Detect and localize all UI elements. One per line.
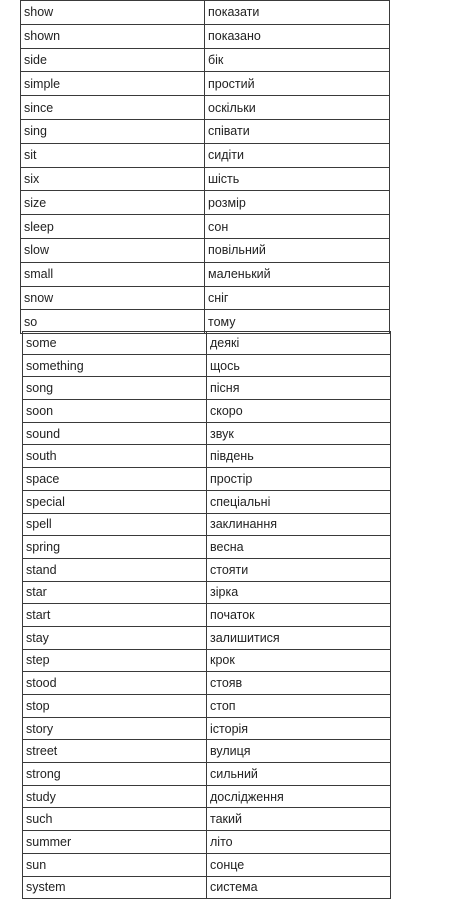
table-row	[21, 262, 390, 286]
table-row	[21, 48, 390, 72]
english-word-cell: special	[23, 490, 207, 513]
ukrainian-translation-cell: сидіти	[205, 143, 390, 167]
table-row	[21, 215, 390, 239]
table-row	[23, 626, 391, 649]
english-word-cell: sleep	[21, 215, 205, 239]
english-word-cell: summer	[23, 831, 207, 854]
english-word-cell: stood	[23, 672, 207, 695]
english-word-cell: show	[21, 1, 205, 25]
english-word-cell: so	[21, 310, 205, 334]
table-row	[21, 1, 390, 25]
ukrainian-translation-cell: спеціальні	[207, 490, 391, 513]
table-row	[21, 72, 390, 96]
ukrainian-translation-cell: тому	[205, 310, 390, 334]
english-word-cell: since	[21, 96, 205, 120]
english-word-cell: song	[23, 377, 207, 400]
table-row	[21, 24, 390, 48]
english-word-cell: side	[21, 48, 205, 72]
ukrainian-translation-cell: сильний	[207, 763, 391, 786]
table-row	[23, 831, 391, 854]
ukrainian-translation-cell: оскільки	[205, 96, 390, 120]
ukrainian-translation-cell: маленький	[205, 262, 390, 286]
ukrainian-translation-cell: пісня	[207, 377, 391, 400]
english-word-cell: snow	[21, 286, 205, 310]
table-row	[23, 695, 391, 718]
english-word-cell: size	[21, 191, 205, 215]
table-row	[21, 119, 390, 143]
english-word-cell: spring	[23, 536, 207, 559]
ukrainian-translation-cell: стояв	[207, 672, 391, 695]
ukrainian-translation-cell: сон	[205, 215, 390, 239]
ukrainian-translation-cell: звук	[207, 422, 391, 445]
ukrainian-translation-cell: зірка	[207, 581, 391, 604]
table-row	[23, 377, 391, 400]
table-row	[23, 490, 391, 513]
ukrainian-translation-cell: сонце	[207, 853, 391, 876]
table-row	[21, 143, 390, 167]
ukrainian-translation-cell: простір	[207, 468, 391, 491]
english-word-cell: street	[23, 740, 207, 763]
ukrainian-translation-cell: початок	[207, 604, 391, 627]
vocabulary-table-bottom	[22, 331, 391, 899]
table-row	[23, 400, 391, 423]
ukrainian-translation-cell: крок	[207, 649, 391, 672]
table-row	[23, 740, 391, 763]
table-row	[23, 785, 391, 808]
table-row	[23, 513, 391, 536]
ukrainian-translation-cell: простий	[205, 72, 390, 96]
ukrainian-translation-cell: показано	[205, 24, 390, 48]
table-row	[21, 191, 390, 215]
table-row	[23, 808, 391, 831]
english-word-cell: space	[23, 468, 207, 491]
table-row	[21, 167, 390, 191]
table-row	[23, 672, 391, 695]
english-word-cell: small	[21, 262, 205, 286]
ukrainian-translation-cell: співати	[205, 119, 390, 143]
english-word-cell: study	[23, 785, 207, 808]
table-row	[23, 581, 391, 604]
ukrainian-translation-cell: дослідження	[207, 785, 391, 808]
english-word-cell: step	[23, 649, 207, 672]
vocabulary-table-top	[20, 0, 390, 334]
table-row	[21, 238, 390, 262]
ukrainian-translation-cell: заклинання	[207, 513, 391, 536]
english-word-cell: such	[23, 808, 207, 831]
table-row	[23, 853, 391, 876]
ukrainian-translation-cell: історія	[207, 717, 391, 740]
english-word-cell: shown	[21, 24, 205, 48]
ukrainian-translation-cell: шість	[205, 167, 390, 191]
table-row	[23, 468, 391, 491]
table-row	[23, 422, 391, 445]
english-word-cell: slow	[21, 238, 205, 262]
ukrainian-translation-cell: деякі	[207, 332, 391, 355]
table-row	[23, 354, 391, 377]
vocabulary-table-bottom-body	[23, 332, 391, 899]
english-word-cell: simple	[21, 72, 205, 96]
table-row	[23, 536, 391, 559]
ukrainian-translation-cell: весна	[207, 536, 391, 559]
table-row	[21, 96, 390, 120]
table-row	[23, 558, 391, 581]
english-word-cell: stand	[23, 558, 207, 581]
ukrainian-translation-cell: стояти	[207, 558, 391, 581]
ukrainian-translation-cell: літо	[207, 831, 391, 854]
table-row	[23, 604, 391, 627]
english-word-cell: system	[23, 876, 207, 899]
english-word-cell: spell	[23, 513, 207, 536]
ukrainian-translation-cell: система	[207, 876, 391, 899]
ukrainian-translation-cell: розмір	[205, 191, 390, 215]
ukrainian-translation-cell: стоп	[207, 695, 391, 718]
english-word-cell: stop	[23, 695, 207, 718]
english-word-cell: sit	[21, 143, 205, 167]
ukrainian-translation-cell: такий	[207, 808, 391, 831]
english-word-cell: six	[21, 167, 205, 191]
ukrainian-translation-cell: повільний	[205, 238, 390, 262]
ukrainian-translation-cell: скоро	[207, 400, 391, 423]
table-row	[23, 649, 391, 672]
english-word-cell: star	[23, 581, 207, 604]
table-row	[21, 286, 390, 310]
english-word-cell: sing	[21, 119, 205, 143]
english-word-cell: something	[23, 354, 207, 377]
english-word-cell: soon	[23, 400, 207, 423]
ukrainian-translation-cell: сніг	[205, 286, 390, 310]
vocabulary-table-top-body	[21, 1, 390, 334]
ukrainian-translation-cell: показати	[205, 1, 390, 25]
ukrainian-translation-cell: вулиця	[207, 740, 391, 763]
ukrainian-translation-cell: залишитися	[207, 626, 391, 649]
english-word-cell: story	[23, 717, 207, 740]
table-row	[23, 717, 391, 740]
english-word-cell: some	[23, 332, 207, 355]
english-word-cell: south	[23, 445, 207, 468]
english-word-cell: strong	[23, 763, 207, 786]
ukrainian-translation-cell: щось	[207, 354, 391, 377]
english-word-cell: sound	[23, 422, 207, 445]
english-word-cell: stay	[23, 626, 207, 649]
ukrainian-translation-cell: бік	[205, 48, 390, 72]
english-word-cell: sun	[23, 853, 207, 876]
table-row	[23, 763, 391, 786]
english-word-cell: start	[23, 604, 207, 627]
table-row	[23, 332, 391, 355]
table-row	[23, 876, 391, 899]
ukrainian-translation-cell: південь	[207, 445, 391, 468]
table-row	[23, 445, 391, 468]
